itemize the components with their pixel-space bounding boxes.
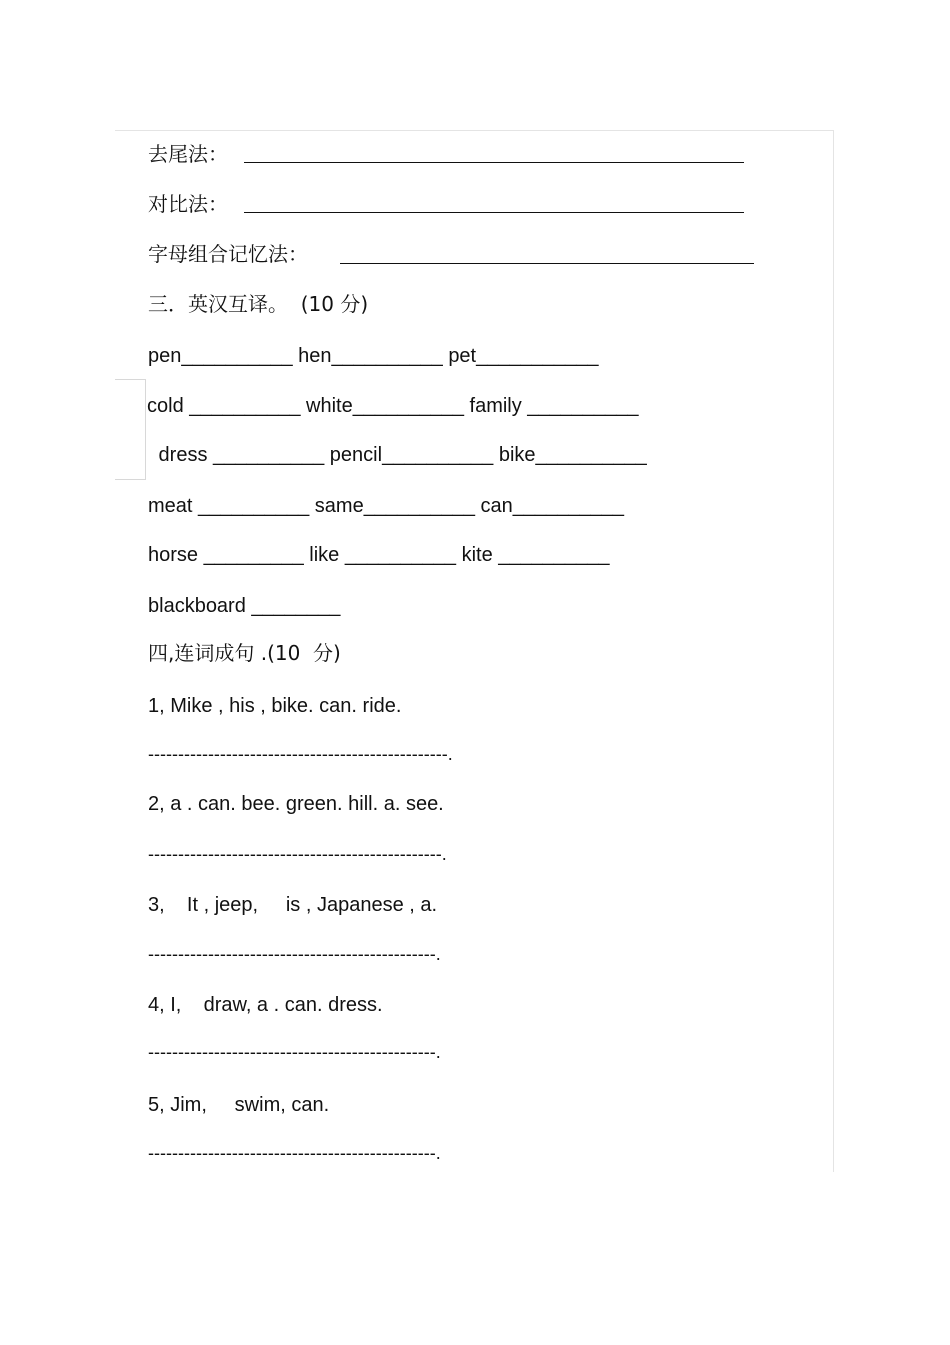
page-frame-top — [115, 130, 833, 131]
sentence-1-words: 1, Mike , his , bike. can. ride. — [148, 695, 402, 717]
method-blank-2[interactable] — [244, 212, 744, 213]
sentence-3-words: 3, It , jeep, is , Japanese , a. — [148, 894, 438, 916]
translation-row-2: cold __________ white__________ family __________ — [147, 395, 639, 417]
method-blank-1[interactable] — [244, 162, 744, 163]
section4-heading: 四,连词成句 .(10 分) — [148, 641, 341, 665]
translation-row-5: horse _________ like __________ kite __________ — [148, 544, 610, 566]
sentence-1-answer-line[interactable]: --------------------------------------------------. — [148, 744, 453, 764]
sentence-5-words: 5, Jim, swim, can. — [148, 1094, 330, 1116]
sentence-4-words: 4, I, draw, a . can. dress. — [148, 994, 383, 1016]
sentence-3-answer-line[interactable]: ------------------------------------------------. — [148, 944, 441, 964]
method-blank-3[interactable] — [340, 263, 754, 264]
method-label-2: 对比法： — [148, 192, 228, 216]
section3-heading: 三．英汉互译。 (10 分) — [148, 292, 369, 316]
sentence-5-answer-line[interactable]: ------------------------------------------------. — [148, 1143, 441, 1163]
page-frame-right — [833, 130, 834, 1172]
method-label-3: 字母组合记忆法： — [148, 242, 308, 266]
sentence-2-answer-line[interactable]: -------------------------------------------------. — [148, 844, 447, 864]
method-label-1: 去尾法： — [148, 142, 228, 166]
margin-bracket — [115, 379, 146, 480]
translation-row-3: dress __________ pencil__________ bike__________ — [153, 444, 647, 466]
translation-row-1: pen__________ hen__________ pet___________ — [148, 345, 599, 367]
sentence-4-answer-line[interactable]: ------------------------------------------------. — [148, 1042, 441, 1062]
sentence-2-words: 2, a . can. bee. green. hill. a. see. — [148, 793, 444, 815]
translation-row-4: meat __________ same__________ can__________ — [148, 495, 624, 517]
translation-row-6: blackboard ________ — [148, 595, 341, 617]
